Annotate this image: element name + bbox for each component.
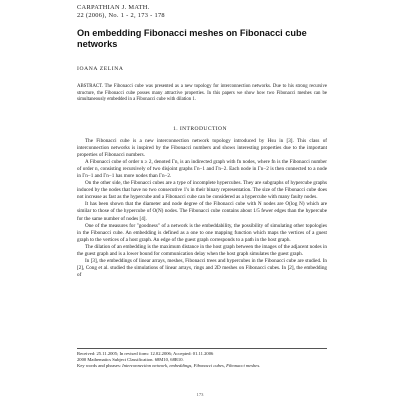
received-dates: Received: 25.11.2005; In revised form: 12.02.2006; Accepted: 01.11.2006 <box>77 351 214 356</box>
paragraph: On the other side, the Fibonacci cubes are a type of incomplete hypercubes. They are subgraphs of hypercube graphs induced by the nodes that have no two consecutive 1's in their binary representation. The size of the Fibonacci cube does not increase as fast as the hypercube and a Fibonacci cube can be considered as a hypercube with many faulty nodes. <box>77 180 327 201</box>
abstract <box>77 84 327 104</box>
abstract-label: ABSTRACT. <box>77 84 103 89</box>
msc-classification: 2000 Mathematics Subject Classification. 68M10, 68R10. <box>77 357 184 363</box>
abstract-text: The Fibonacci cube was presented as a new topology for interconnection networks. Due to his strong recursive structure, the Fibonacci cube posses many attractive properties. In this papers we show how two Fibonacci meshes can be simultaneously embedded in a Fibonacci cube with dilation 1. <box>77 84 327 103</box>
footnote-divider <box>77 348 327 349</box>
paper-title: On embedding Fibonacci meshes on Fibonacci cube networks <box>77 28 307 49</box>
keywords-label: Key words and phrases: <box>77 363 122 369</box>
paragraph: It has been shown that the diameter and node degree of the Fibonacci cube with N nodes are O(log N) which are similar to those of the hypercube of O(N) nodes. The Fibonacci cube contains about 1/5 fewer edges than the hypercube for the same number of nodes [4]. <box>77 201 327 222</box>
paragraph: The Fibonacci cube is a new interconnection network topology introduced by Hsu in [3]. This class of interconnection networks is inspired by the Fibonacci numbers and shows interesting properties due to the important properties of Fibonacci numbers. <box>77 138 327 159</box>
keywords-line <box>77 363 327 369</box>
body-text <box>77 138 327 279</box>
journal-volume: 22 (2006), No. 1 - 2, 173 - 178 <box>77 11 165 19</box>
journal-name: CARPATHIAN J. MATH. <box>77 4 150 11</box>
journal-header <box>77 4 165 19</box>
paragraph: A Fibonacci cube of order n ≥ 2, denoted Γn, is an indirected graph with fn nodes, where fn is the Fibonacci number of order n, consisting recursively of two disjoint graphs Γn−1 and Γn−2. Each node in Γn−2 is then connected to a node in Γn−1 and Γn−1 has more nodes than Γn−2. <box>77 159 327 180</box>
paragraph: In [3], the embeddings of linear arrays, meshes, Fibonacci trees and hypercubes in the Fibonacci cube are studied. In [2], Cong et al. studied the simulations of linear arrays, rings and 2D meshes on Fibonacci cubes. In [2], the embedding of <box>77 257 327 278</box>
page-number: 173 <box>196 392 204 397</box>
author-name: IOANA ZELINA <box>77 66 124 72</box>
section-heading: 1. INTRODUCTION <box>173 126 227 132</box>
footnotes <box>77 351 327 370</box>
paragraph: The dilation of an embedding is the maximum distance in the host graph between the images of the adjacent nodes in the guest graph and is a lower bound for communication delay when the host graph simulates the guest graph. <box>77 243 327 257</box>
paragraph: One of the measures for "goodness" of a network is the embeddability, the possibility of simulating other topologies in the Fibonacci cube. An embedding is defined as a one to one mapping function which maps the vertices of a guest graph to the vertices of a host graph. An edge of the guest graph corresponds to a path in the host graph. <box>77 222 327 243</box>
keywords: Interconnection network, embeddings, Fibonacci cubes, Fibonacci meshes. <box>122 363 261 369</box>
